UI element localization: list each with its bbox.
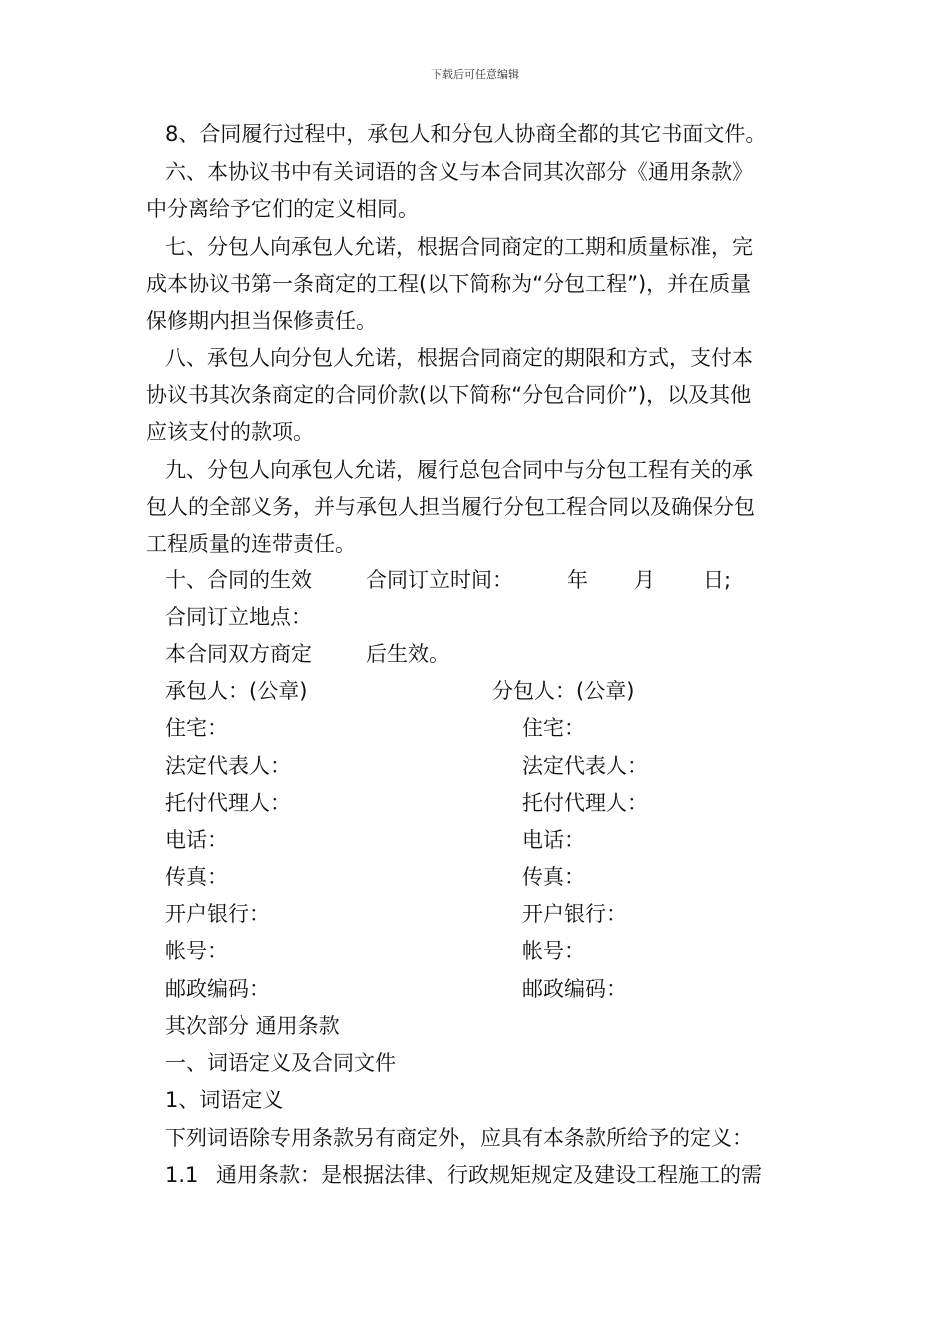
year-label: 年 xyxy=(567,568,588,592)
contractor-field: 法定代表人： xyxy=(165,754,291,778)
paragraph-line: 8、合同履行过程中，承包人和分包人协商全都的其它书面文件。 xyxy=(165,122,767,146)
paragraph-line: 工程质量的连带责任。 xyxy=(146,532,356,556)
subcontractor-field: 住宅： xyxy=(522,716,585,740)
intro-text: 下列词语除专用条款另有商定外，应具有本条款所给予的定义： xyxy=(165,1126,753,1150)
day-label: 日; xyxy=(703,568,732,592)
contractor-title: 承包人：(公章) xyxy=(165,679,308,703)
contractor-field: 住宅： xyxy=(165,716,228,740)
contractor-field: 电话： xyxy=(165,828,228,852)
paragraph-line: 八、承包人向分包人允诺，根据合同商定的期限和方式，支付本 xyxy=(165,346,753,370)
paragraph-line: 成本协议书第一条商定的工程(以下简称为“分包工程”)，并在质量 xyxy=(146,272,752,296)
contractor-field: 帐号： xyxy=(165,939,228,963)
paragraph-line: 协议书其次条商定的合同价款(以下简称“分包合同价”)，以及其他 xyxy=(146,383,752,407)
paragraph-line: 中分离给予它们的定义相同。 xyxy=(146,197,419,221)
contractor-field: 托付代理人： xyxy=(165,791,291,815)
effective-text-a: 本合同双方商定 xyxy=(165,642,312,666)
paragraph-line: 六、本协议书中有关词语的含义与本合同其次部分《通用条款》 xyxy=(165,160,753,184)
paragraph-line: 包人的全部义务，并与承包人担当履行分包工程合同以及确保分包 xyxy=(146,495,755,519)
section-heading: 一、词语定义及合同文件 xyxy=(165,1051,396,1075)
part2-title: 其次部分 通用条款 xyxy=(165,1014,340,1038)
effective-text-b: 后生效。 xyxy=(366,642,450,666)
paragraph-line: 应该支付的款项。 xyxy=(146,420,314,444)
subcontractor-field: 法定代表人： xyxy=(522,754,648,778)
subcontractor-field: 托付代理人： xyxy=(522,791,648,815)
subsection-heading: 1、词语定义 xyxy=(165,1088,284,1112)
paragraph-line: 保修期内担当保修责任。 xyxy=(146,309,377,333)
contractor-field: 传真： xyxy=(165,865,228,889)
contractor-field: 开户银行： xyxy=(165,902,270,926)
contractor-field: 邮政编码： xyxy=(165,977,270,1001)
subcontractor-title: 分包人：(公章) xyxy=(492,679,635,703)
paragraph-line: 九、分包人向承包人允诺，履行总包合同中与分包工程有关的承 xyxy=(165,458,753,482)
item-text: 通用条款：是根据法律、行政规矩规定及建设工程施工的需 xyxy=(216,1163,762,1187)
effect-title: 十、合同的生效 xyxy=(165,568,312,592)
subcontractor-field: 帐号： xyxy=(522,939,585,963)
paragraph-line: 七、分包人向承包人允诺，根据合同商定的工期和质量标准，完 xyxy=(165,235,753,259)
subcontractor-field: 电话： xyxy=(522,828,585,852)
subcontractor-field: 邮政编码： xyxy=(522,977,627,1001)
item-number: 1.1 xyxy=(165,1163,199,1187)
page-header: 下载后可任意编辑 xyxy=(431,68,519,81)
month-label: 月 xyxy=(634,568,655,592)
subcontractor-field: 开户银行： xyxy=(522,902,627,926)
sign-time-label: 合同订立时间： xyxy=(366,568,513,592)
sign-place-label: 合同订立地点： xyxy=(165,605,312,629)
subcontractor-field: 传真： xyxy=(522,865,585,889)
